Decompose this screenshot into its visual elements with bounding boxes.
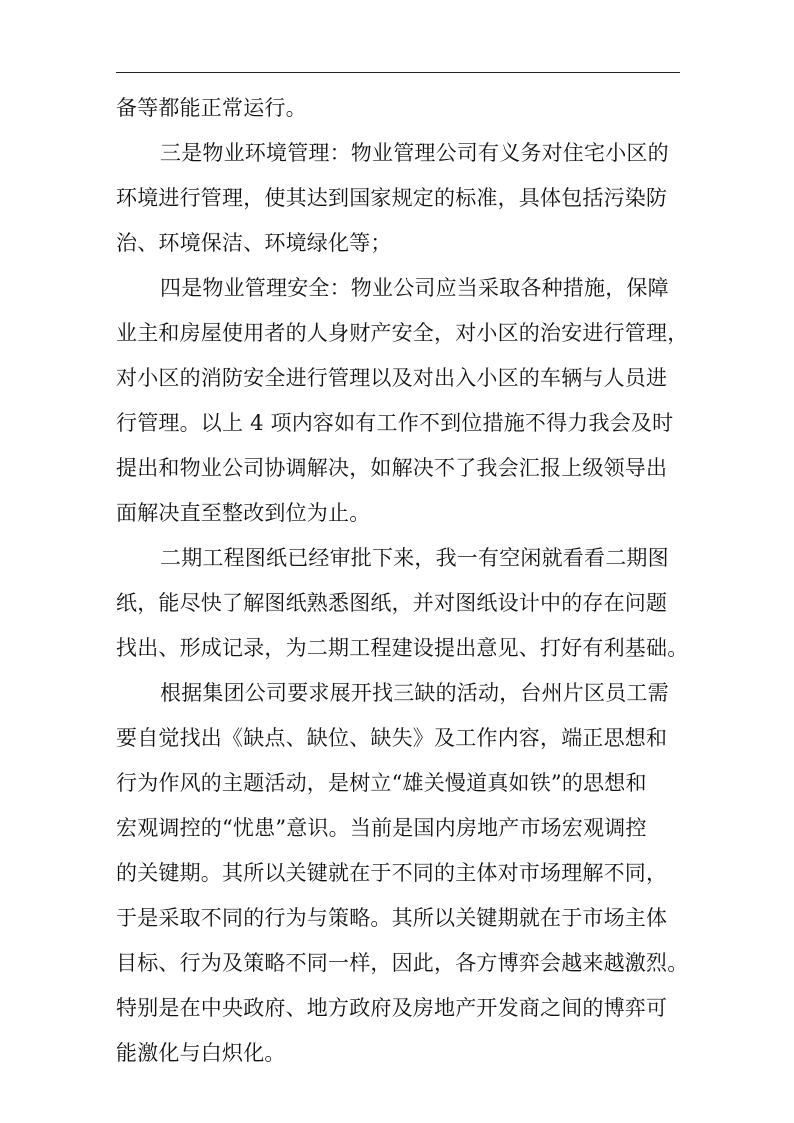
text-line: 环境进行管理，使其达到国家规定的标准，具体包括污染防 xyxy=(116,186,668,210)
text-line: 特别是在中央政府、地方政府及房地产开发商之间的博弈可 xyxy=(116,996,668,1020)
text-line: 对小区的消防安全进行管理以及对出入小区的车辆与人员进 xyxy=(116,366,668,390)
text-line: 备等都能正常运行。 xyxy=(116,96,307,120)
header-rule xyxy=(116,72,680,73)
text-line: 找出、形成记录，为二期工程建设提出意见、打好有利基础。 xyxy=(116,636,689,660)
text-line: 业主和房屋使用者的人身财产安全，对小区的治安进行管理， xyxy=(116,321,689,345)
text-line: 宏观调控的“忧患”意识。当前是国内房地产市场宏观调控 xyxy=(116,816,647,840)
text-line: 于是采取不同的行为与策略。其所以关键期就在于市场主体 xyxy=(116,906,668,930)
text-line: 治、环境保洁、环境绿化等； xyxy=(116,231,392,255)
text-line: 纸，能尽快了解图纸熟悉图纸，并对图纸设计中的存在问题 xyxy=(116,591,668,615)
paragraph-first-line: 二期工程图纸已经审批下来，我一有空闲就看看二期图 xyxy=(160,546,669,570)
document-body xyxy=(116,86,689,1076)
paragraph-first-line: 根据集团公司要求展开找三缺的活动，台州片区员工需 xyxy=(160,681,669,705)
paragraph-first-line: 四是物业管理安全：物业公司应当采取各种措施，保障 xyxy=(160,276,669,300)
text-line: 能激化与白炽化。 xyxy=(116,1041,286,1065)
text-line: 行管理。以上 4 项内容如有工作不到位措施不得力我会及时 xyxy=(116,411,674,435)
text-line: 目标、行为及策略不同一样，因此，各方博弈会越来越激烈。 xyxy=(116,951,689,975)
text-line: 提出和物业公司协调解决，如解决不了我会汇报上级领导出 xyxy=(116,456,668,480)
text-line: 行为作风的主题活动，是树立“雄关慢道真如铁”的思想和 xyxy=(116,771,647,795)
text-line: 面解决直至整改到位为止。 xyxy=(116,501,371,525)
text-line: 的关键期。其所以关键就在于不同的主体对市场理解不同， xyxy=(116,861,668,885)
paragraph-first-line: 三是物业环境管理：物业管理公司有义务对住宅小区的 xyxy=(160,141,669,165)
text-line: 要自觉找出《缺点、缺位、缺失》及工作内容，端正思想和 xyxy=(116,726,668,750)
